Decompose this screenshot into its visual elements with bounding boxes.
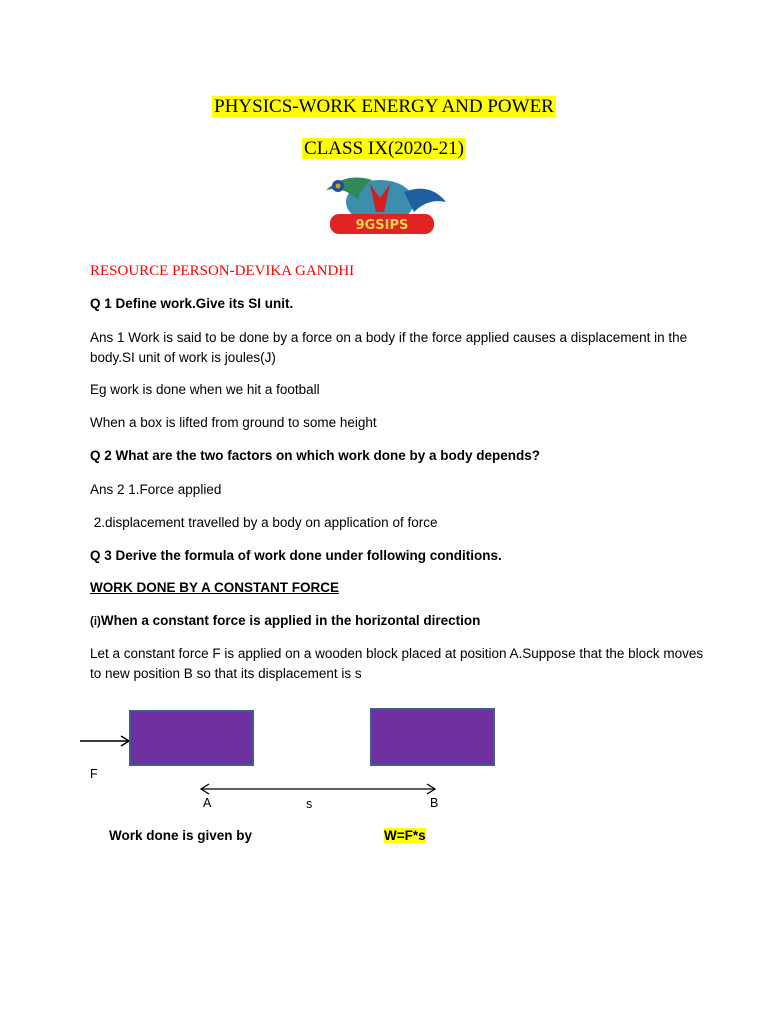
force-arrow	[78, 733, 134, 749]
q3-question: Q 3 Derive the formula of work done under following conditions.	[90, 548, 502, 563]
logo-text: 9GSIPS	[355, 218, 409, 233]
displacement-arrow	[198, 781, 438, 797]
formula-equation-text: W=F*s	[384, 828, 426, 843]
label-s: s	[306, 797, 313, 811]
block-position-b	[370, 708, 495, 766]
class-label	[0, 138, 768, 160]
page-title-text: PHYSICS-WORK ENERGY AND POWER	[214, 96, 554, 117]
label-a: A	[203, 796, 212, 810]
q1-question: Q 1 Define work.Give its SI unit.	[90, 296, 294, 311]
q3-paragraph-line2: to new position B so that its displacement is s	[90, 666, 362, 681]
block-position-a	[129, 710, 254, 766]
case-number: (i)	[90, 616, 101, 628]
school-logo	[310, 172, 454, 240]
q2-answer1: Ans 2 1.Force applied	[90, 482, 222, 497]
q1-example2: When a box is lifted from ground to some height	[90, 415, 377, 430]
q3-paragraph-line1: Let a constant force F is applied on a wooden block placed at position A.Suppose that the block moves	[90, 646, 704, 661]
q2-question: Q 2 What are the two factors on which work done by a body depends?	[90, 448, 541, 463]
formula-equation	[384, 828, 426, 843]
case-text: When a constant force is applied in the horizontal direction	[100, 613, 481, 628]
case-heading	[90, 613, 480, 628]
force-label: F	[90, 767, 98, 781]
resource-person: RESOURCE PERSON-DEVIKA GANDHI	[90, 263, 355, 279]
q2-answer2: 2.displacement travelled by a body on application of force	[90, 515, 438, 530]
q1-example1: Eg work is done when we hit a football	[90, 382, 320, 397]
page-title	[0, 96, 768, 118]
class-label-text: CLASS IX(2020-21)	[304, 138, 464, 159]
section-heading: WORK DONE BY A CONSTANT FORCE	[90, 580, 339, 595]
formula-label: Work done is given by	[109, 828, 253, 843]
q1-answer-line2: body.SI unit of work is joules(J)	[90, 350, 276, 365]
q1-answer-line1: Ans 1 Work is said to be done by a force on a body if the force applied causes a displacement in the	[90, 330, 688, 345]
label-b: B	[430, 796, 439, 810]
